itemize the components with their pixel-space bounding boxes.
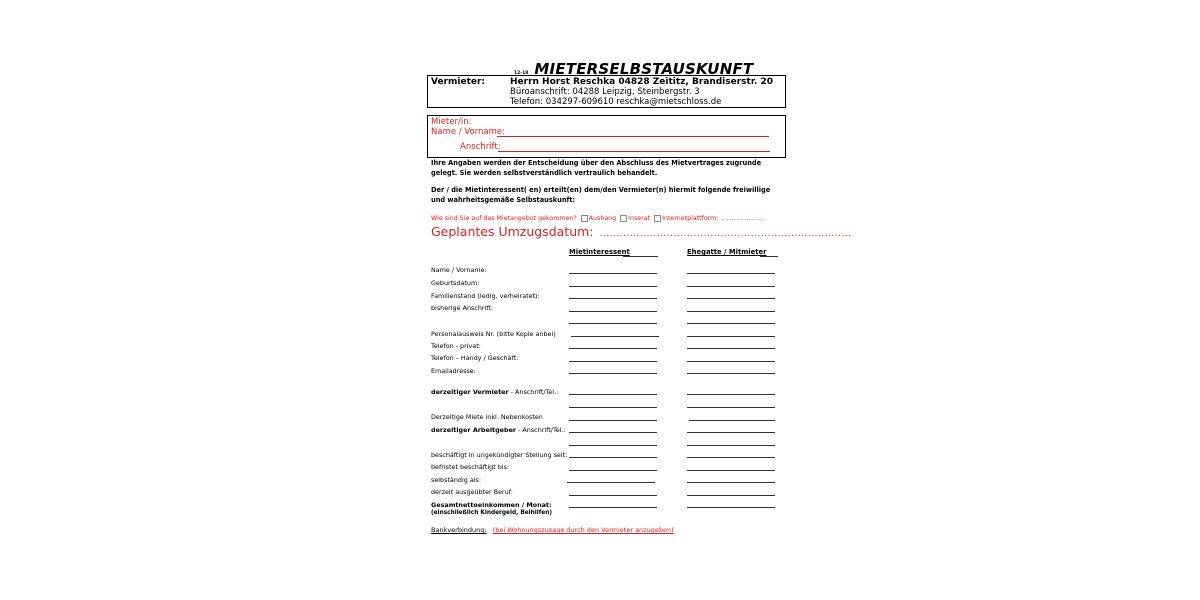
- row-label-birthdate: Geburtsdatum:: [431, 279, 480, 287]
- applicant-employer-field[interactable]: [569, 432, 657, 433]
- applicant-birthdate-field[interactable]: [569, 286, 657, 287]
- applicant-previous-address-field-2[interactable]: [569, 323, 657, 324]
- landlord-label: Vermieter:: [431, 77, 486, 87]
- current-employer-bold: derzeitiger Arbeitgeber: [431, 426, 517, 434]
- applicant-phone-private-field[interactable]: [569, 348, 657, 349]
- spouse-phone-private-field[interactable]: [687, 348, 775, 349]
- internet-label: Internetplattform:: [662, 215, 719, 222]
- landlord-contact: Telefon: 034297-609610 reschka@mietschloss.de: [510, 97, 722, 107]
- row-label-income-note: (einschließlich Kindergeld, Beihilfen): [431, 510, 552, 516]
- applicant-profession-field[interactable]: [569, 495, 657, 496]
- inserat-label: Inserat: [628, 215, 651, 222]
- spouse-employed-since-field[interactable]: [687, 457, 775, 458]
- applicant-landlord-field[interactable]: [569, 394, 657, 395]
- row-label-profession: derzeit ausgeübter Beruf:: [431, 488, 513, 496]
- row-label-current-rent: Derzeitige Miete inkl. Nebenkosten: [431, 413, 543, 421]
- internet-checkbox[interactable]: [654, 215, 661, 222]
- landlord-details: [510, 77, 773, 107]
- tenant-address-label: Anschrift:: [460, 142, 501, 152]
- spouse-income-field[interactable]: [687, 507, 775, 508]
- applicant-previous-address-field[interactable]: [569, 311, 657, 312]
- intro-paragraph-1: Ihre Angaben werden der Entscheidung über den Abschluss des Mietvertrages zugrunde gelegt. Sie werden selbstverständlich vertraulich behandelt.: [431, 159, 762, 177]
- row-label-previous-address: bisherige Anschrift:: [431, 304, 494, 312]
- spouse-name-field[interactable]: [687, 273, 775, 274]
- row-label-current-employer: [431, 426, 566, 434]
- intro-paragraph-2: Der / die Mietinteressent( en) erteilt(en) dem/den Vermieter(n) hiermit folgende freiwillige und wahrheitsgemäße Selbstauskunft:: [431, 186, 771, 204]
- spouse-previous-address-field[interactable]: [687, 311, 775, 312]
- spouse-id-number-field[interactable]: [687, 336, 775, 337]
- tenant-name-label: Name / Vorname:: [431, 127, 506, 137]
- bank-label: Bankverbindung:: [431, 526, 487, 534]
- row-label-income: Gesamtnettoeinkommen / Monat:: [431, 501, 552, 509]
- row-label-self-employed: selbständig als:: [431, 476, 481, 484]
- column-header-applicant: Mietinteressent: [569, 248, 630, 256]
- moving-date-field[interactable]: ...........................................................................: [599, 229, 852, 239]
- row-label-phone-private: Telefon - privat:: [431, 342, 481, 350]
- internet-dots[interactable]: .................: [721, 215, 764, 222]
- applicant-self-employed-field[interactable]: [567, 482, 655, 483]
- spouse-temp-employed-field[interactable]: [687, 470, 775, 471]
- applicant-phone-mobile-field[interactable]: [569, 361, 657, 362]
- source-question-row: [431, 215, 764, 222]
- landlord-box: [427, 75, 786, 108]
- spouse-family-status-field[interactable]: [687, 298, 775, 299]
- moving-date-label: Geplantes Umzugsdatum:: [431, 224, 594, 239]
- applicant-landlord-field-2[interactable]: [569, 407, 657, 408]
- aushang-checkbox[interactable]: [581, 215, 588, 222]
- applicant-employed-since-field[interactable]: [569, 457, 657, 458]
- applicant-email-field[interactable]: [569, 373, 657, 374]
- inserat-checkbox[interactable]: [620, 215, 627, 222]
- column-header-spouse: Ehegatte / Mitmieter: [687, 248, 767, 256]
- column-header-underline: [760, 256, 778, 257]
- source-question: Wie sind Sie auf das Mietangebot gekommen?: [431, 215, 577, 222]
- tenant-box: [427, 115, 786, 158]
- row-label-employed-since: beschäftigt in ungekündigter Stellung seit:: [431, 451, 568, 459]
- aushang-label: Aushang: [588, 215, 617, 222]
- tenant-name-field[interactable]: [497, 125, 769, 137]
- tenant-address-field[interactable]: [498, 140, 770, 152]
- applicant-name-field[interactable]: [569, 273, 657, 274]
- row-label-phone-mobile: Telefon – Handy / Geschäft:: [431, 354, 519, 362]
- applicant-family-status-field[interactable]: [569, 298, 657, 299]
- applicant-id-number-field[interactable]: [571, 336, 659, 337]
- column-header-underline: [623, 256, 658, 257]
- row-label-name: Name / Vorname:: [431, 266, 487, 274]
- spouse-email-field[interactable]: [687, 373, 775, 374]
- spouse-rent-field[interactable]: [689, 420, 775, 421]
- row-label-temp-employed: befristet beschäftigt bis:: [431, 463, 510, 471]
- spouse-birthdate-field[interactable]: [687, 286, 775, 287]
- bank-row: [431, 526, 674, 534]
- tenant-heading: Mieter/in:: [431, 117, 472, 127]
- applicant-income-field[interactable]: [569, 507, 657, 508]
- row-label-current-landlord: [431, 388, 558, 396]
- applicant-rent-field[interactable]: [569, 420, 657, 421]
- current-landlord-rest: - Anschrift/Tel.:: [508, 388, 559, 396]
- moving-date-row: [431, 224, 852, 239]
- spouse-employer-field[interactable]: [687, 432, 775, 433]
- landlord-office: Büroanschrift: 04288 Leipzig, Steinbergstr. 3: [510, 87, 700, 97]
- form-title: MIETERSELBSTAUSKUNFT: [534, 60, 754, 78]
- spouse-employer-field-2[interactable]: [687, 445, 775, 446]
- landlord-name: Herrn Horst Reschka 04828 Zeititz, Brandiserstr. 20: [510, 77, 774, 87]
- spouse-self-employed-field[interactable]: [687, 482, 775, 483]
- applicant-employer-field-2[interactable]: [569, 445, 657, 446]
- row-label-email: Emailadresse:: [431, 367, 476, 375]
- spouse-phone-mobile-field[interactable]: [687, 361, 775, 362]
- current-employer-rest: - Anschrift/Tel.:: [516, 426, 566, 434]
- row-label-family-status: Familienstand (ledig, verheiratet):: [431, 292, 540, 300]
- row-label-id-number: Personalausweis Nr. (bitte Kopie anbei): [431, 330, 556, 338]
- form-code: 12-18: [514, 71, 529, 76]
- current-landlord-bold: derzeitiger Vermieter: [431, 388, 509, 396]
- spouse-previous-address-field-2[interactable]: [687, 323, 775, 324]
- spouse-landlord-field[interactable]: [687, 394, 775, 395]
- applicant-temp-employed-field[interactable]: [569, 470, 657, 471]
- spouse-landlord-field-2[interactable]: [687, 407, 775, 408]
- spouse-profession-field[interactable]: [687, 495, 775, 496]
- bank-note: (bei Wohnungszusage durch den Vermieter anzugeben): [492, 526, 674, 534]
